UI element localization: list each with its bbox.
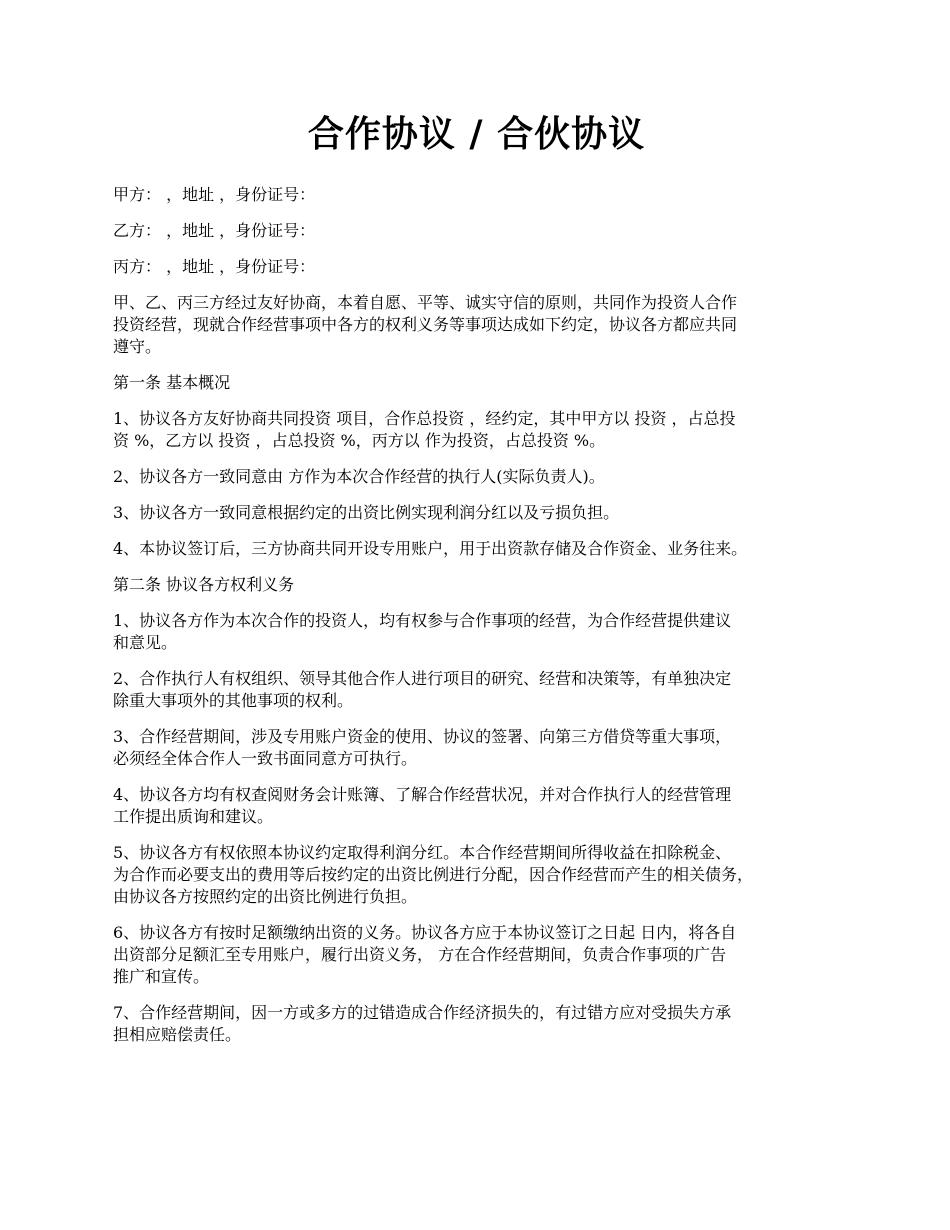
article-1-heading: 第一条 基本概况 (113, 373, 231, 392)
article-1-clause-3: 3、协议各方一致同意根据约定的出资比例实现利润分红以及亏损负担。 (113, 503, 620, 522)
article-2-clause-3: 3、合作经营期间，涉及专用账户资金的使用、协议的签署、向第三方借贷等重大事项， 必须经全体合作人一致书面同意方可执行。 (113, 727, 732, 768)
party-c-line: 丙方： ，地址 ，身份证号： (113, 257, 316, 276)
article-1-clause-1: 1、协议各方友好协商共同投资 项目，合作总投资 ，经约定，其中甲方以 投资 ，占总投 资 %，乙方以 投资 ，占总投资 %，丙方以 作为投资，占总投资 %。 (113, 409, 736, 450)
article-2-heading: 第二条 协议各方权利义务 (113, 575, 295, 594)
article-1-clause-2: 2、协议各方一致同意由 方作为本次合作经营的执行人(实际负责人)。 (113, 467, 605, 486)
article-1-clause-4: 4、本协议签订后，三方协商共同开设专用账户，用于出资款存储及合作资金、业务往来。 (113, 539, 748, 558)
article-2-clause-1: 1、协议各方作为本次合作的投资人，均有权参与合作事项的经营，为合作经营提供建议 和意见。 (113, 611, 732, 652)
article-2-clause-2: 2、合作执行人有权组织、领导其他合作人进行项目的研究、经营和决策等，有单独决定 除重大事项外的其他事项的权利。 (113, 669, 732, 710)
article-2-clause-4: 4、协议各方均有权查阅财务会计账簿、了解合作经营状况，并对合作执行人的经营管理 工作提出质询和建议。 (113, 785, 732, 826)
article-2-clause-5: 5、协议各方有权依照本协议约定取得利润分红。本合作经营期间所得收益在扣除税金、 为合作而必要支出的费用等后按约定的出资比例进行分配，因合作经营而产生的相关债务， 由协议各方按照约定的出资比例进行负担。 (113, 843, 754, 906)
party-b-line: 乙方： ，地址 ，身份证号： (113, 221, 316, 240)
article-2-clause-6: 6、协议各方有按时足额缴纳出资的义务。协议各方应于本协议签订之日起 日内，将各自 出资部分足额汇至专用账户，履行出资义务， 方在合作经营期间，负责合作事项的广告 推广和宣传。 (113, 923, 737, 986)
preamble-paragraph: 甲、乙、丙三方经过友好协商，本着自愿、平等、诚实守信的原则，共同作为投资人合作 投资经营，现就合作经营事项中各方的权利义务等事项达成如下约定，协议各方都应共同 遵守。 (113, 293, 738, 356)
party-a-line: 甲方： ，地址 ，身份证号： (113, 185, 316, 204)
article-2-clause-7: 7、合作经营期间，因一方或多方的过错造成合作经济损失的，有过错方应对受损失方承 担相应赔偿责任。 (113, 1003, 732, 1044)
document-title: 合作协议 / 合伙协议 (307, 113, 646, 155)
